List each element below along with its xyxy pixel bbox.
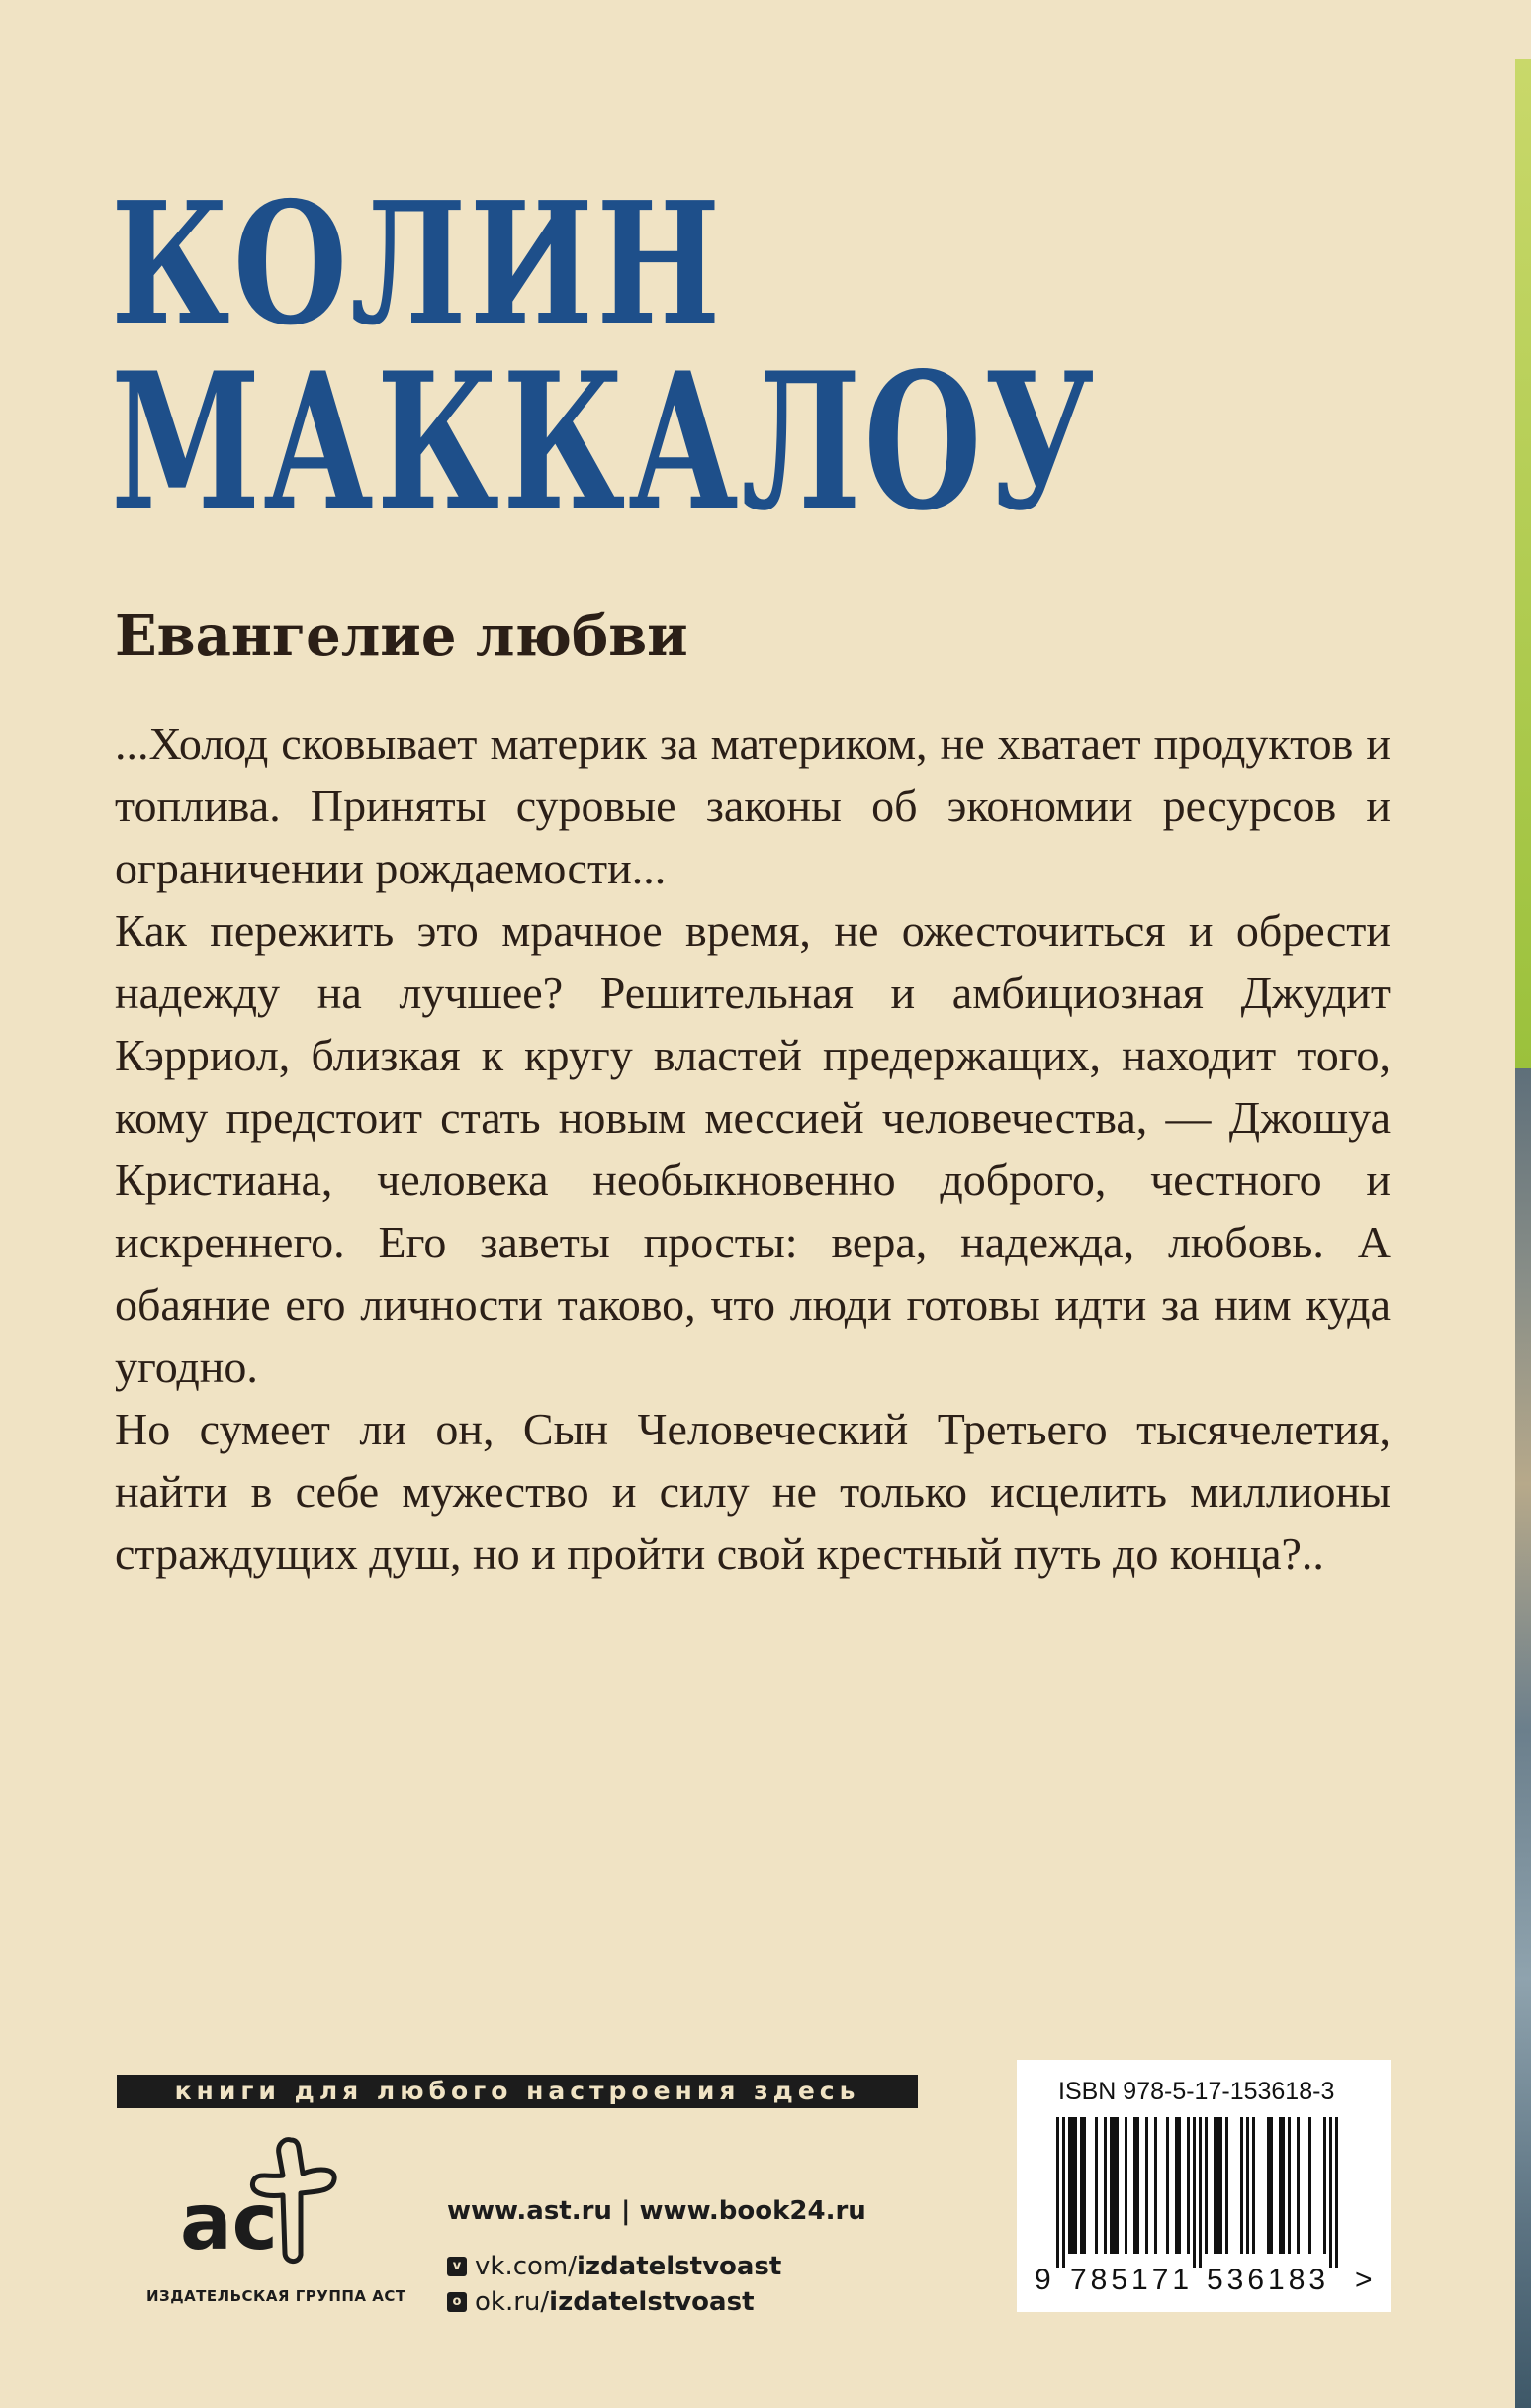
barcode-bar bbox=[1074, 2117, 1077, 2254]
barcode-bar bbox=[1071, 2117, 1074, 2254]
barcode-bar bbox=[1080, 2117, 1083, 2254]
blurb-paragraph: ...Холод сковывает материк за материком, не хватает продуктов и топлива. Приняты суровые законы об экономии ресурсов и ограничении рождаемости... bbox=[115, 718, 1391, 893]
barcode-bar bbox=[1335, 2117, 1338, 2268]
blurb-paragraph: Но сумеет ли он, Сын Человеческий Третьего тысячелетия, найти в себе мужество и силу не только исцелить миллионы страждущих душ, но и пройти свой крестный путь до конца?.. bbox=[115, 1404, 1391, 1579]
barcode-left-digits: 785171 bbox=[1070, 2264, 1194, 2296]
barcode-bar bbox=[1199, 2117, 1202, 2268]
barcode-bar bbox=[1110, 2117, 1113, 2254]
vk-link[interactable] bbox=[447, 2252, 781, 2281]
barcode-bar bbox=[1279, 2117, 1282, 2254]
barcode bbox=[1017, 2060, 1391, 2312]
blurb-paragraph: Как пережить это мрачное время, не ожесточиться и обрести надежду на лучшее? Решительная и амбициозная Джудит Кэрриол, близкая к кругу властей предержащих, находит того, кому предстоит стать новым мессией человечества, — Джошуа Кристиана, человека необыкновенно доброго, честного и искреннего. Его заветы просты: вера, надежда, любовь. А обаяние его личности таково, что люди готовы идти за ним куда угодно. bbox=[115, 905, 1391, 1392]
publisher-caption: ИЗДАТЕЛЬСКАЯ ГРУППА АСТ bbox=[146, 2287, 406, 2305]
barcode-bar bbox=[1154, 2117, 1157, 2254]
spine-edge-strip bbox=[1515, 0, 1531, 2408]
website-links[interactable]: www.ast.ru | www.book24.ru bbox=[447, 2196, 866, 2226]
barcode-bar bbox=[1116, 2117, 1119, 2254]
barcode-bar bbox=[1216, 2117, 1219, 2254]
barcode-bar bbox=[1175, 2117, 1178, 2254]
blurb-text bbox=[115, 712, 1391, 1585]
barcode-bar bbox=[1083, 2117, 1086, 2254]
ok-link[interactable] bbox=[447, 2287, 755, 2317]
ok-icon: o bbox=[447, 2292, 467, 2312]
barcode-bar bbox=[1329, 2117, 1332, 2268]
ok-prefix: ok.ru/ bbox=[475, 2287, 550, 2317]
barcode-bar bbox=[1240, 2117, 1243, 2254]
barcode-bar bbox=[1323, 2117, 1326, 2254]
vk-prefix: vk.com/ bbox=[475, 2252, 577, 2281]
barcode-bar bbox=[1214, 2117, 1216, 2254]
tagline-bar: книги для любого настроения здесь bbox=[117, 2075, 918, 2108]
barcode-first-digit: 9 bbox=[1035, 2264, 1051, 2296]
author-name bbox=[111, 165, 1098, 552]
barcode-bar bbox=[1225, 2117, 1228, 2254]
isbn-number: ISBN 978-5-17-153618-3 bbox=[1058, 2078, 1335, 2105]
logo-text: ac bbox=[180, 2178, 278, 2268]
barcode-bar bbox=[1056, 2117, 1059, 2268]
barcode-bar bbox=[1246, 2117, 1249, 2254]
barcode-bar bbox=[1113, 2117, 1116, 2254]
barcode-end-mark: > bbox=[1355, 2264, 1373, 2296]
barcode-bar bbox=[1288, 2117, 1291, 2254]
barcode-bar bbox=[1095, 2117, 1098, 2254]
barcode-bar bbox=[1252, 2117, 1255, 2254]
barcode-bar bbox=[1133, 2117, 1136, 2254]
barcode-bar bbox=[1104, 2117, 1107, 2254]
barcode-box bbox=[1017, 2060, 1391, 2312]
book-title: Евангелие любви bbox=[115, 603, 688, 669]
vk-icon: v bbox=[447, 2257, 467, 2276]
barcode-bar bbox=[1145, 2117, 1148, 2254]
barcode-bar bbox=[1297, 2117, 1300, 2254]
barcode-bar bbox=[1219, 2117, 1222, 2254]
barcode-bar bbox=[1166, 2117, 1169, 2254]
barcode-bar bbox=[1187, 2117, 1190, 2254]
barcode-bar bbox=[1178, 2117, 1181, 2254]
barcode-bar bbox=[1282, 2117, 1285, 2254]
ok-handle: izdatelstvoast bbox=[549, 2287, 755, 2317]
barcode-bar bbox=[1267, 2117, 1270, 2254]
author-first-name: КОЛИН bbox=[111, 165, 724, 363]
barcode-bar bbox=[1136, 2117, 1139, 2254]
barcode-bar bbox=[1308, 2117, 1311, 2254]
vk-handle: izdatelstvoast bbox=[577, 2252, 782, 2281]
barcode-bar bbox=[1193, 2117, 1196, 2268]
barcode-bar bbox=[1062, 2117, 1065, 2268]
barcode-bar bbox=[1068, 2117, 1071, 2254]
barcode-right-digits: 536183 bbox=[1207, 2264, 1330, 2296]
ast-logo bbox=[174, 2132, 382, 2270]
barcode-bar bbox=[1205, 2117, 1208, 2254]
author-last-name: МАККАЛОУ bbox=[111, 331, 1098, 552]
barcode-bar bbox=[1270, 2117, 1273, 2254]
barcode-bar bbox=[1125, 2117, 1127, 2254]
